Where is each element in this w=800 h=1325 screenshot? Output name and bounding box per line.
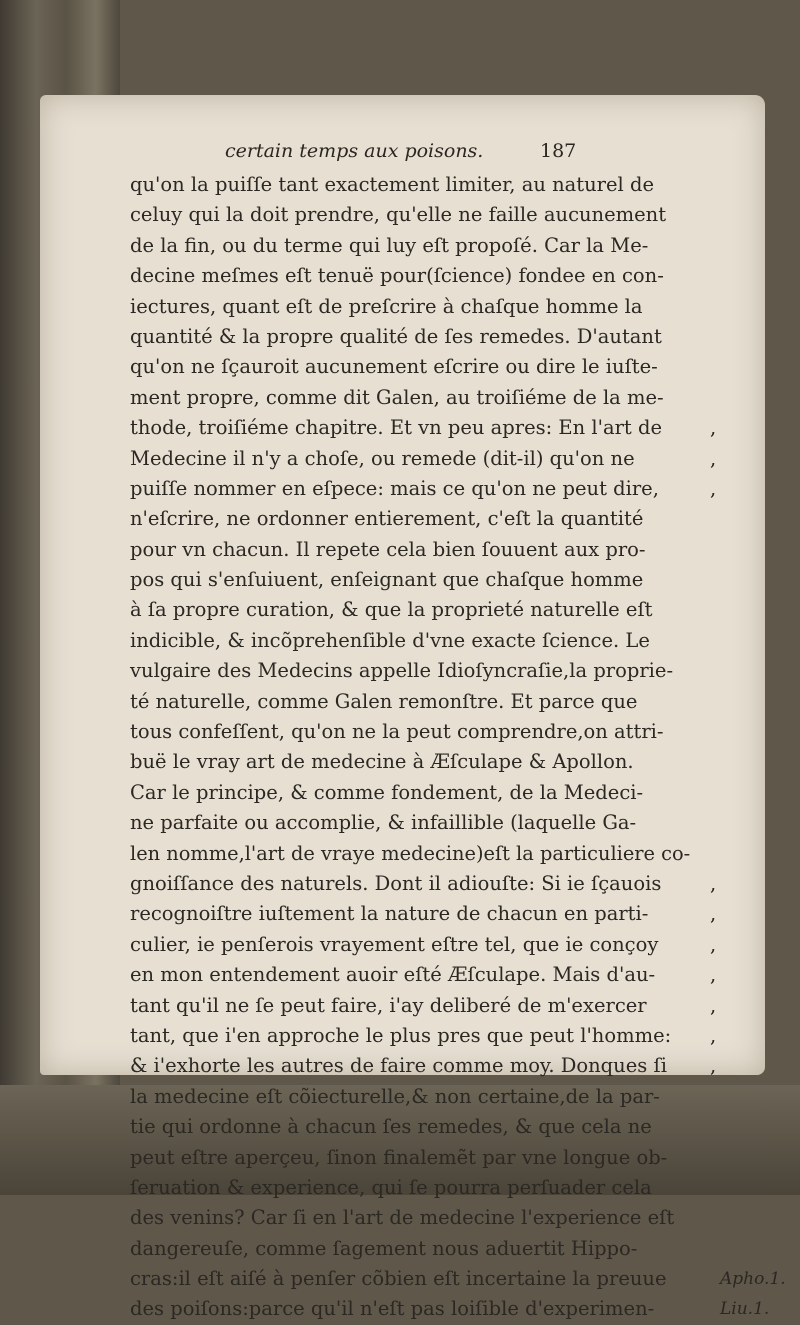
text-line	[130, 1082, 750, 1112]
line-text: thode, troiſiéme chapitre. Et vn peu apres: En l'art de	[130, 416, 662, 440]
quotation-marker: ,	[710, 1054, 717, 1078]
line-text: à ſa propre curation, & que la proprieté naturelle eſt	[130, 598, 653, 622]
text-line	[130, 413, 750, 443]
line-text: puiſſe nommer en eſpece: mais ce qu'on ne peut dire,	[130, 476, 659, 500]
line-text: indicible, & incõprehenſible d'vne exacte ſcience. Le	[130, 628, 650, 652]
line-text: pour vn chacun. Il repete cela bien ſouuent aux pro-	[130, 537, 646, 561]
line-text: des venins? Car ſi en l'art de medecine l'experience eſt	[130, 1206, 675, 1230]
text-line	[130, 808, 750, 838]
line-text: pos qui s'enſuiuent, enſeignant que chaſque homme	[130, 568, 644, 592]
line-text: Medecine il n'y a choſe, ou remede (dit-il) qu'on ne	[130, 446, 635, 470]
line-text: decine meſmes eſt tenuë pour(ſcience) fondee en con-	[130, 264, 664, 288]
text-line	[130, 292, 750, 322]
line-text: Car le principe, & comme fondement, de la Medeci-	[130, 780, 644, 804]
text-line	[130, 352, 750, 382]
line-text: vulgaire des Medecins appelle Idioſyncraſie,la proprie-	[130, 659, 674, 683]
text-line	[130, 1294, 770, 1324]
text-line	[130, 231, 750, 261]
text-line	[130, 960, 750, 990]
text-line	[130, 626, 750, 656]
text-line	[130, 565, 750, 595]
margin-note: Liu.1.	[720, 1299, 770, 1320]
text-line	[130, 899, 750, 929]
line-text: en mon entendement auoir eſté Æſculape. Mais d'au-	[130, 963, 656, 987]
line-text: peut eſtre aperçeu, ſinon finalemẽt par vne longue ob-	[130, 1145, 668, 1169]
text-line	[130, 383, 750, 413]
text-line	[130, 839, 750, 869]
line-text: tie qui ordonne à chacun ſes remedes, & que cela ne	[130, 1115, 652, 1139]
line-text: des poiſons:parce qu'il n'eſt pas loiſible d'experimen-	[130, 1297, 655, 1321]
quotation-marker: ,	[710, 902, 717, 926]
text-line	[130, 200, 750, 230]
line-text: la medecine eſt cõiecturelle,& non certaine,de la par-	[130, 1084, 660, 1108]
text-line	[130, 1264, 786, 1294]
text-line	[130, 535, 750, 565]
text-line	[130, 687, 750, 717]
line-text: len nomme,l'art de vraye medecine)eſt la particuliere co-	[130, 841, 691, 865]
book-page	[40, 95, 786, 1321]
quotation-marker: ,	[710, 416, 717, 440]
page-header	[130, 140, 750, 168]
text-line	[130, 1112, 750, 1142]
page-content	[130, 140, 786, 1325]
line-text: de la fin, ou du terme qui luy eſt propoſé. Car la Me-	[130, 233, 649, 257]
line-text: recognoiſtre iuſtement la nature de chacun en parti-	[130, 902, 649, 926]
line-text: dangereuſe, comme ſagement nous aduertit Hippo-	[130, 1236, 638, 1260]
line-text: té naturelle, comme Galen remonſtre. Et parce que	[130, 689, 638, 713]
line-text: culier, ie penſerois vrayement eſtre tel, que ie conçoy	[130, 932, 659, 956]
line-text: cras:il eſt aiſé à penſer cõbien eſt incertaine la preuue	[130, 1267, 667, 1291]
text-line	[130, 322, 750, 352]
running-head: certain temps aux poisons.	[225, 140, 484, 162]
quotation-marker: ,	[710, 476, 717, 500]
line-text: gnoiſſance des naturels. Dont il adiouſte: Si ie ſçauois	[130, 871, 662, 895]
quotation-marker: ,	[710, 993, 717, 1017]
line-text: tant, que i'en approche le plus pres que peut l'homme:	[130, 1023, 672, 1047]
text-line	[130, 170, 750, 200]
text-line	[130, 504, 750, 534]
text-line	[130, 930, 750, 960]
text-line	[130, 991, 750, 1021]
line-text: tant qu'il ne ſe peut faire, i'ay deliberé de m'exercer	[130, 993, 647, 1017]
quotation-marker: ,	[710, 932, 717, 956]
text-line	[130, 747, 750, 777]
page-number: 187	[540, 140, 577, 162]
line-text: n'eſcrire, ne ordonner entierement, c'eſt la quantité	[130, 507, 644, 531]
line-text: iectures, quant eſt de preſcrire à chaſque homme la	[130, 294, 643, 318]
text-line	[130, 595, 750, 625]
text-line	[130, 778, 750, 808]
text-line	[130, 1021, 750, 1051]
text-line	[130, 656, 750, 686]
line-text: qu'on ne ſçauroit aucunement eſcrire ou dire le iuſte-	[130, 355, 658, 379]
text-line	[130, 1234, 750, 1264]
text-line	[130, 1051, 750, 1081]
text-line	[130, 1203, 750, 1233]
line-text: ne parfaite ou accomplie, & infaillible (laquelle Ga-	[130, 811, 637, 835]
text-line	[130, 717, 750, 747]
line-text: ſeruation & experience, qui ſe pourra perſuader cela	[130, 1175, 652, 1199]
text-line	[130, 444, 750, 474]
line-text: buë le vray art de medecine à Æſculape & Apollon.	[130, 750, 634, 774]
text-line	[130, 869, 750, 899]
line-text: ment propre, comme dit Galen, au troiſiéme de la me-	[130, 385, 664, 409]
text-line	[130, 1173, 750, 1203]
body-text	[130, 170, 786, 1325]
quotation-marker: ,	[710, 871, 717, 895]
line-text: tous confeſſent, qu'on ne la peut comprendre,on attri-	[130, 720, 664, 744]
text-line	[130, 261, 750, 291]
quotation-marker: ,	[710, 1023, 717, 1047]
quotation-marker: ,	[710, 446, 717, 470]
text-line	[130, 474, 750, 504]
quotation-marker: ,	[710, 963, 717, 987]
margin-note: Apho.1.	[720, 1269, 786, 1290]
line-text: celuy qui la doit prendre, qu'elle ne faille aucunement	[130, 203, 667, 227]
line-text: quantité & la propre qualité de ſes remedes. D'autant	[130, 324, 662, 348]
line-text: qu'on la puiſſe tant exactement limiter, au naturel de	[130, 173, 654, 196]
text-line	[130, 1143, 750, 1173]
line-text: & i'exhorte les autres de faire comme moy. Donques ſi	[130, 1054, 667, 1078]
